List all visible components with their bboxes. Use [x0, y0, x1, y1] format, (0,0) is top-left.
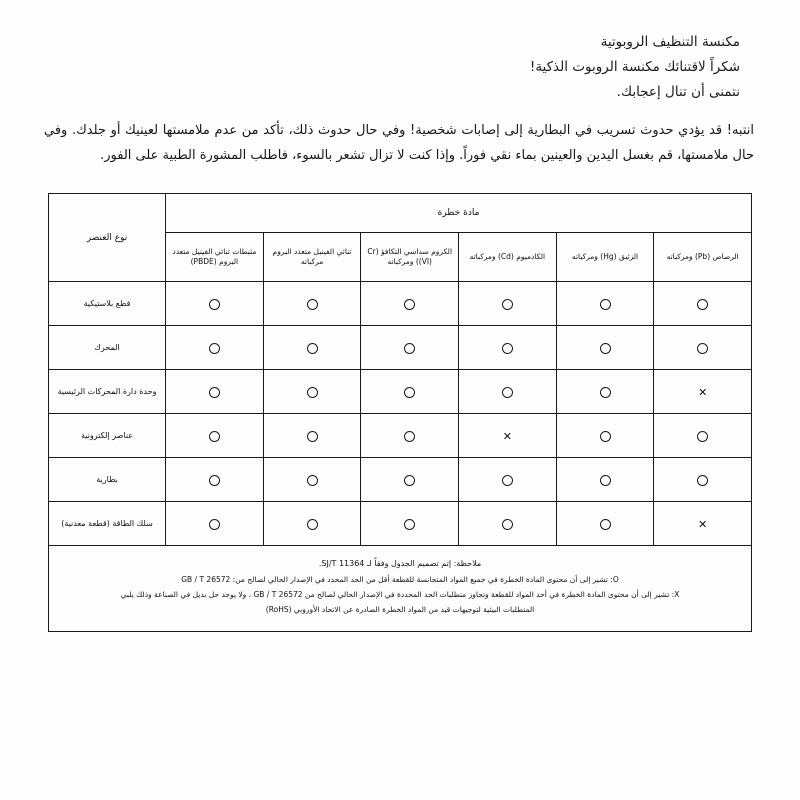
mark-circle-cell — [654, 458, 752, 502]
battery-warning-paragraph: انتبه! قد يؤدي حدوث تسريب في البطارية إلى إصابات شخصية! وفي حال حدوث ذلك، تأكد من عدم ملامستها لعينيك أو جلدك. وفي حال ملامستها، قم بغسل اليدين والعينين بماء نقي فوراً. وإذا كنت لا تزال تشعر بالسوء، فاطلب المشورة الطبية على الفور. — [44, 123, 754, 164]
part-name-cell: وحدة دارة المحركات الرئيسية — [49, 370, 166, 414]
mark-circle-cell — [263, 326, 361, 370]
part-name-cell: بطارية — [49, 458, 166, 502]
table-row — [49, 326, 752, 370]
table-row — [49, 458, 752, 502]
mark-circle-cell — [556, 326, 654, 370]
circle-icon — [502, 343, 513, 354]
circle-icon — [404, 343, 415, 354]
mark-circle-cell — [166, 414, 264, 458]
circle-icon — [209, 343, 220, 354]
mark-circle-cell — [556, 502, 654, 546]
rohs-table-head — [49, 194, 752, 282]
mark-cross-cell — [654, 502, 752, 546]
circle-icon — [697, 475, 708, 486]
circle-icon — [404, 387, 415, 398]
part-name-cell: المحرك — [49, 326, 166, 370]
circle-icon — [502, 299, 513, 310]
mark-circle-cell — [361, 458, 459, 502]
circle-icon — [697, 431, 708, 442]
heading-line-wish: نتمنى أن تنال إعجابك. — [616, 83, 740, 100]
mark-circle-cell — [166, 370, 264, 414]
circle-icon — [600, 431, 611, 442]
part-name-cell: قطع بلاستيكية — [49, 282, 166, 326]
circle-icon — [697, 343, 708, 354]
note-circle-meaning: O: تشير إلى أن محتوى المادة الخطرة في جميع المواد المتجانسة للقطعة أقل من الحد المحدد في الإصدار الحالي لصالح من: GB / T 26572 — [181, 575, 619, 584]
circle-icon — [307, 299, 318, 310]
note-rohs-directive: المتطلبات البيئية لتوجيهات قيد من المواد الخطرة الصادرة عن الاتحاد الأوروبي (RoHS) — [265, 605, 535, 614]
table-row — [49, 370, 752, 414]
circle-icon — [307, 431, 318, 442]
circle-icon — [600, 519, 611, 530]
circle-icon — [209, 475, 220, 486]
mark-circle-cell — [556, 370, 654, 414]
circle-icon — [502, 519, 513, 530]
mark-circle-cell — [361, 326, 459, 370]
substance-header-cd: الكادميوم (Cd) ومركباته — [459, 233, 557, 282]
circle-icon — [404, 519, 415, 530]
note-cross-meaning: X: تشير إلى أن محتوى المادة الخطرة في أحد المواد للقطعة وتجاوز متطلبات الحد المحددة في الإصدار الحالي لصالح من GB / T 26572 ، ولا يوجد حل بديل في الصناعة وذلك يلبي — [120, 590, 680, 599]
circle-icon — [307, 343, 318, 354]
mark-circle-cell — [361, 370, 459, 414]
mark-circle-cell — [556, 282, 654, 326]
cross-icon: ✕ — [698, 385, 708, 399]
mark-circle-cell — [166, 326, 264, 370]
mark-circle-cell — [361, 414, 459, 458]
table-row — [49, 502, 752, 546]
circle-icon — [209, 387, 220, 398]
substance-header-pbde: مثبطات ثنائي الفينيل متعدد البروم (PBDE) — [166, 233, 264, 282]
cross-icon: ✕ — [698, 517, 708, 531]
part-name-cell: سلك الطاقة (قطعة معدنية) — [49, 502, 166, 546]
circle-icon — [600, 343, 611, 354]
circle-icon — [600, 387, 611, 398]
circle-icon — [600, 475, 611, 486]
circle-icon — [502, 387, 513, 398]
table-row — [49, 282, 752, 326]
mark-circle-cell — [459, 282, 557, 326]
substance-header-pbb: ثنائي الفينيل متعدد البروم مركباته — [263, 233, 361, 282]
circle-icon — [307, 519, 318, 530]
mark-circle-cell — [556, 414, 654, 458]
circle-icon — [209, 299, 220, 310]
part-name-cell: عناصر إلكترونية — [49, 414, 166, 458]
mark-circle-cell — [361, 282, 459, 326]
mark-circle-cell — [263, 282, 361, 326]
mark-circle-cell — [459, 370, 557, 414]
mark-circle-cell — [263, 458, 361, 502]
circle-icon — [502, 475, 513, 486]
mark-circle-cell — [166, 502, 264, 546]
table-header-row-group — [49, 194, 752, 233]
mark-cross-cell — [459, 414, 557, 458]
mark-circle-cell — [654, 282, 752, 326]
mark-circle-cell — [654, 326, 752, 370]
mark-circle-cell — [263, 414, 361, 458]
mark-circle-cell — [263, 370, 361, 414]
mark-circle-cell — [654, 414, 752, 458]
mark-cross-cell — [654, 370, 752, 414]
mark-circle-cell — [361, 502, 459, 546]
circle-icon — [404, 475, 415, 486]
rohs-table — [48, 193, 752, 546]
mark-circle-cell — [166, 282, 264, 326]
rohs-notes — [48, 546, 752, 632]
mark-circle-cell — [459, 458, 557, 502]
cross-icon: ✕ — [502, 429, 512, 443]
hazardous-substance-group-header: مادة خطرة — [166, 194, 752, 233]
mark-circle-cell — [556, 458, 654, 502]
document-heading — [120, 30, 740, 105]
rohs-table-container — [48, 193, 752, 632]
circle-icon — [209, 519, 220, 530]
substance-header-cr6: الكروم سداسي التكافؤ (Cr (VI)) ومركباته — [361, 233, 459, 282]
mark-circle-cell — [166, 458, 264, 502]
circle-icon — [404, 299, 415, 310]
part-type-header: نوع العنصر — [49, 194, 166, 282]
circle-icon — [307, 387, 318, 398]
mark-circle-cell — [459, 326, 557, 370]
circle-icon — [209, 431, 220, 442]
circle-icon — [600, 299, 611, 310]
heading-line-thanks: شكراً لاقتنائك مكنسة الروبوت الذكية! — [529, 58, 740, 75]
mark-circle-cell — [263, 502, 361, 546]
substance-header-pb: الرصاص (Pb) ومركباته — [654, 233, 752, 282]
circle-icon — [404, 431, 415, 442]
note-standard: ملاحظة: إتم تصميم الجدول وفقاً لـ SJ/T 11364. — [318, 559, 482, 568]
mark-circle-cell — [459, 502, 557, 546]
rohs-table-body — [49, 282, 752, 546]
circle-icon — [307, 475, 318, 486]
circle-icon — [697, 299, 708, 310]
heading-line-title: مكنسة التنظيف الروبوتية — [600, 34, 740, 50]
substance-header-hg: الزئبق (Hg) ومركباته — [556, 233, 654, 282]
table-row — [49, 414, 752, 458]
